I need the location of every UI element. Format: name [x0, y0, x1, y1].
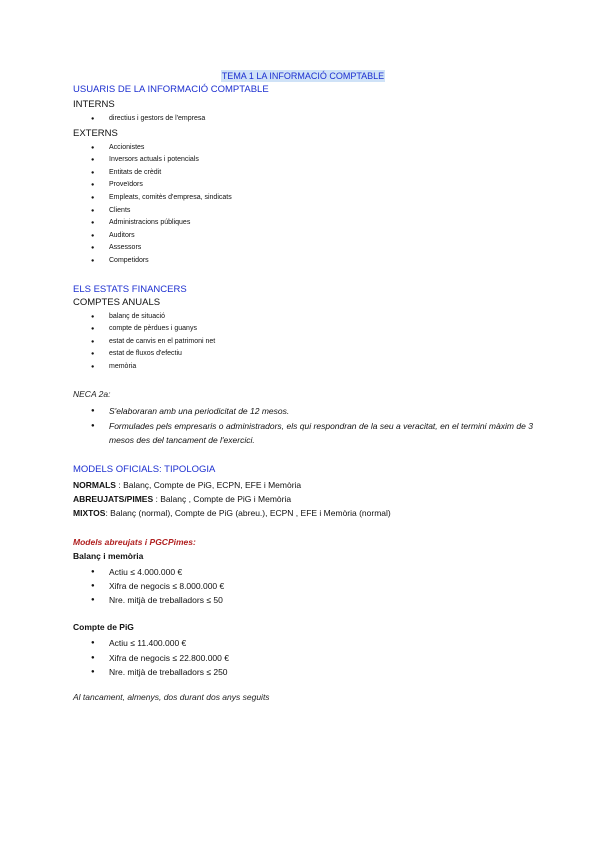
models-mixtos: MIXTOS: Balanç (normal), Compte de PiG (abreu.), ECPN , EFE i Memòria (normal)	[73, 508, 391, 519]
list-item: ● estat de canvis en el patrimoni net	[73, 336, 533, 349]
document-page	[73, 70, 533, 704]
list-item: ● Xifra de negocis ≤ 8.000.000 €	[73, 579, 533, 593]
list-item: ● Auditors	[73, 230, 533, 243]
list-item: ● Empleats, comitès d'empresa, sindicats	[73, 192, 533, 205]
list-item: ● Xifra de negocis ≤ 22.800.000 €	[73, 651, 533, 665]
models-heading: MODELS OFICIALS: TIPOLOGIA	[73, 463, 216, 475]
interns-list	[73, 113, 533, 126]
estats-heading: ELS ESTATS FINANCERS	[73, 283, 187, 295]
abreujats-note: Al tancament, almenys, dos durant dos anys seguits	[73, 691, 270, 702]
list-item: ● Nre. mitjà de treballadors ≤ 250	[73, 665, 533, 679]
list-item: ● Actiu ≤ 11.400.000 €	[73, 636, 533, 650]
list-item: ● Administracions públiques	[73, 217, 533, 230]
list-item: ● Competidors	[73, 255, 533, 268]
list-item: ● Accionistes	[73, 142, 533, 155]
list-item: ● Entitats de crèdit	[73, 167, 533, 180]
list-item: ● Actiu ≤ 4.000.000 €	[73, 565, 533, 579]
comptes-list	[73, 311, 533, 374]
balanc-label: Balanç i memòria	[73, 550, 144, 561]
document-title: TEMA 1 LA INFORMACIÓ COMPTABLE	[221, 71, 385, 81]
externs-list	[73, 142, 533, 268]
list-item: ● Proveïdors	[73, 179, 533, 192]
usuaris-heading: USUARIS DE LA INFORMACIÓ COMPTABLE	[73, 84, 269, 95]
abreujats-heading: Models abreujats i PGCPimes:	[73, 536, 196, 547]
list-item: ● Inversors actuals i potencials	[73, 154, 533, 167]
neca-list	[73, 404, 533, 447]
pig-list	[73, 636, 533, 679]
list-item: ● Nre. mitjà de treballadors ≤ 50	[73, 593, 533, 607]
list-item: ● memòria	[73, 361, 533, 374]
pig-label: Compte de PiG	[73, 622, 134, 633]
balanc-list	[73, 565, 533, 608]
list-item: ● estat de fluxos d'efectiu	[73, 348, 533, 361]
list-item: ● directius i gestors de l'empresa	[73, 113, 533, 126]
list-item: ● balanç de situació	[73, 311, 533, 324]
comptes-label: COMPTES ANUALS	[73, 296, 161, 308]
list-item: ● S'elaboraran amb una periodicitat de 12 mesos.	[73, 404, 533, 418]
list-item: ● Clients	[73, 205, 533, 218]
list-item: ● Assessors	[73, 242, 533, 255]
list-item: ● Formulades pels empresaris o administradors, els qui respondran de la seu a veracitat, en el termini màxim de 3 mesos des del tancament de l'exercici.	[73, 419, 533, 447]
neca-label: NECA 2a:	[73, 388, 111, 399]
externs-label: EXTERNS	[73, 127, 118, 139]
interns-label: INTERNS	[73, 99, 115, 110]
models-abreujats: ABREUJATS/PIMES : Balanç , Compte de PiG i Memòria	[73, 493, 292, 504]
list-item: ● compte de pèrdues i guanys	[73, 323, 533, 336]
models-normals: NORMALS : Balanç, Compte de PiG, ECPN, EFE i Memòria	[73, 479, 302, 490]
